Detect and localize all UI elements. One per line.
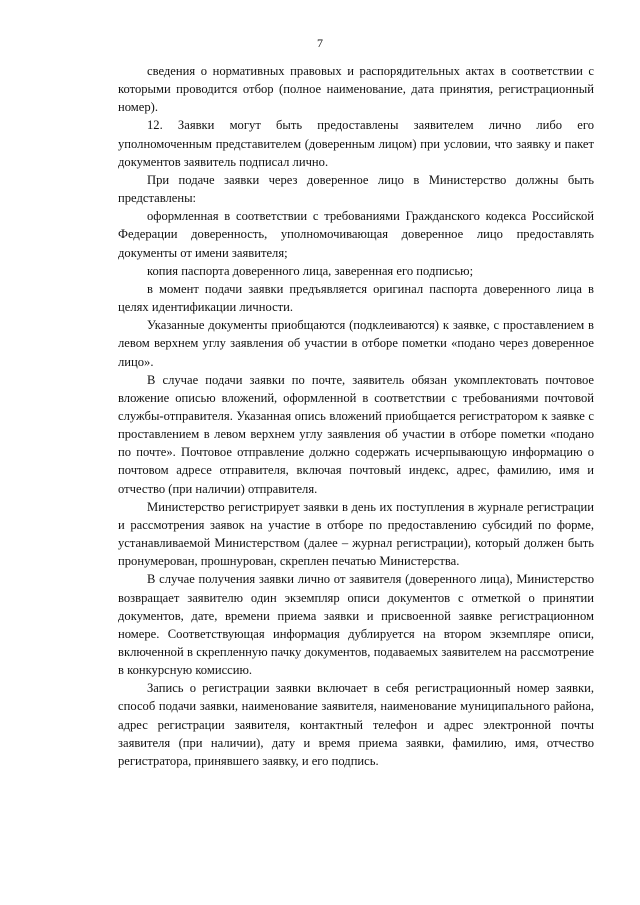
paragraph: В случае получения заявки лично от заявителя (доверенного лица), Министерство возвращает заявителю один экземпляр описи документов с отметкой о принятии документов, дате, времени приема заявки и присвоенной заявке регистрационном номере. Соответствующая информация дублируется на втором экземпляре описи, включенной в скрепленную пачку документов, подаваемых заявителем на рассмотрение в конкурсную комиссию. [118,572,594,678]
paragraph: в момент подачи заявки предъявляется оригинал паспорта доверенного лица в целях идентификации личности. [118,281,594,315]
paragraph: В случае подачи заявки по почте, заявитель обязан укомплектовать почтовое вложение описью вложений, оформленной в соответствии с требованиями почтовой службы-отправителя. Указанная опись вложений приобщается регистратором к заявке с проставлением в левом верхнем углу заявления об участии в отборе пометки «подано по почте». Почтовое отправление должно содержать исчерпывающую информацию о почтовом адресе отправителя, включая почтовый индекс, адрес, фамилию, имя и отчество (при наличии) отправителя. [118,372,594,496]
paragraph: 12. Заявки могут быть предоставлены заявителем лично либо его уполномоченным представителем (доверенным лицом) при условии, что заявку и пакет документов заявитель подписал лично. [118,118,594,169]
paragraph: Указанные документы приобщаются (подклеиваются) к заявке, с проставлением в левом верхнем углу заявления об участии в отборе пометки «подано через доверенное лицо». [118,318,594,369]
paragraph: При подаче заявки через доверенное лицо в Министерство должны быть представлены: [118,172,594,206]
paragraph: Министерство регистрирует заявки в день их поступления в журнале регистрации и рассмотрения заявок на участие в отборе по предоставлению субсидий по форме, устанавливаемой Министерством (далее – журнал регистрации), который должен быть пронумерован, прошнурован, скреплен печатью Министерства. [118,499,594,569]
paragraph: Запись о регистрации заявки включает в себя регистрационный номер заявки, способ подачи заявки, наименование заявителя, наименование муниципального района, адрес регистрации заявителя, контактный телефон и адрес электронной почты заявителя (при наличии), дату и время приема заявки, фамилию, имя, отчество регистратора, принявшего заявку, и его подпись. [118,681,594,768]
paragraph: сведения о нормативных правовых и распорядительных актах в соответствии с которыми проводится отбор (полное наименование, дата принятия, регистрационный номер). [118,64,594,115]
paragraph: оформленная в соответствии с требованиями Гражданского кодекса Российской Федерации доверенность, уполномочивающая доверенное лицо предоставлять документы от имени заявителя; [118,209,594,260]
document-body [118,62,594,770]
page-number: 7 [317,36,323,50]
paragraph: копия паспорта доверенного лица, заверенная его подписью; [147,263,474,278]
